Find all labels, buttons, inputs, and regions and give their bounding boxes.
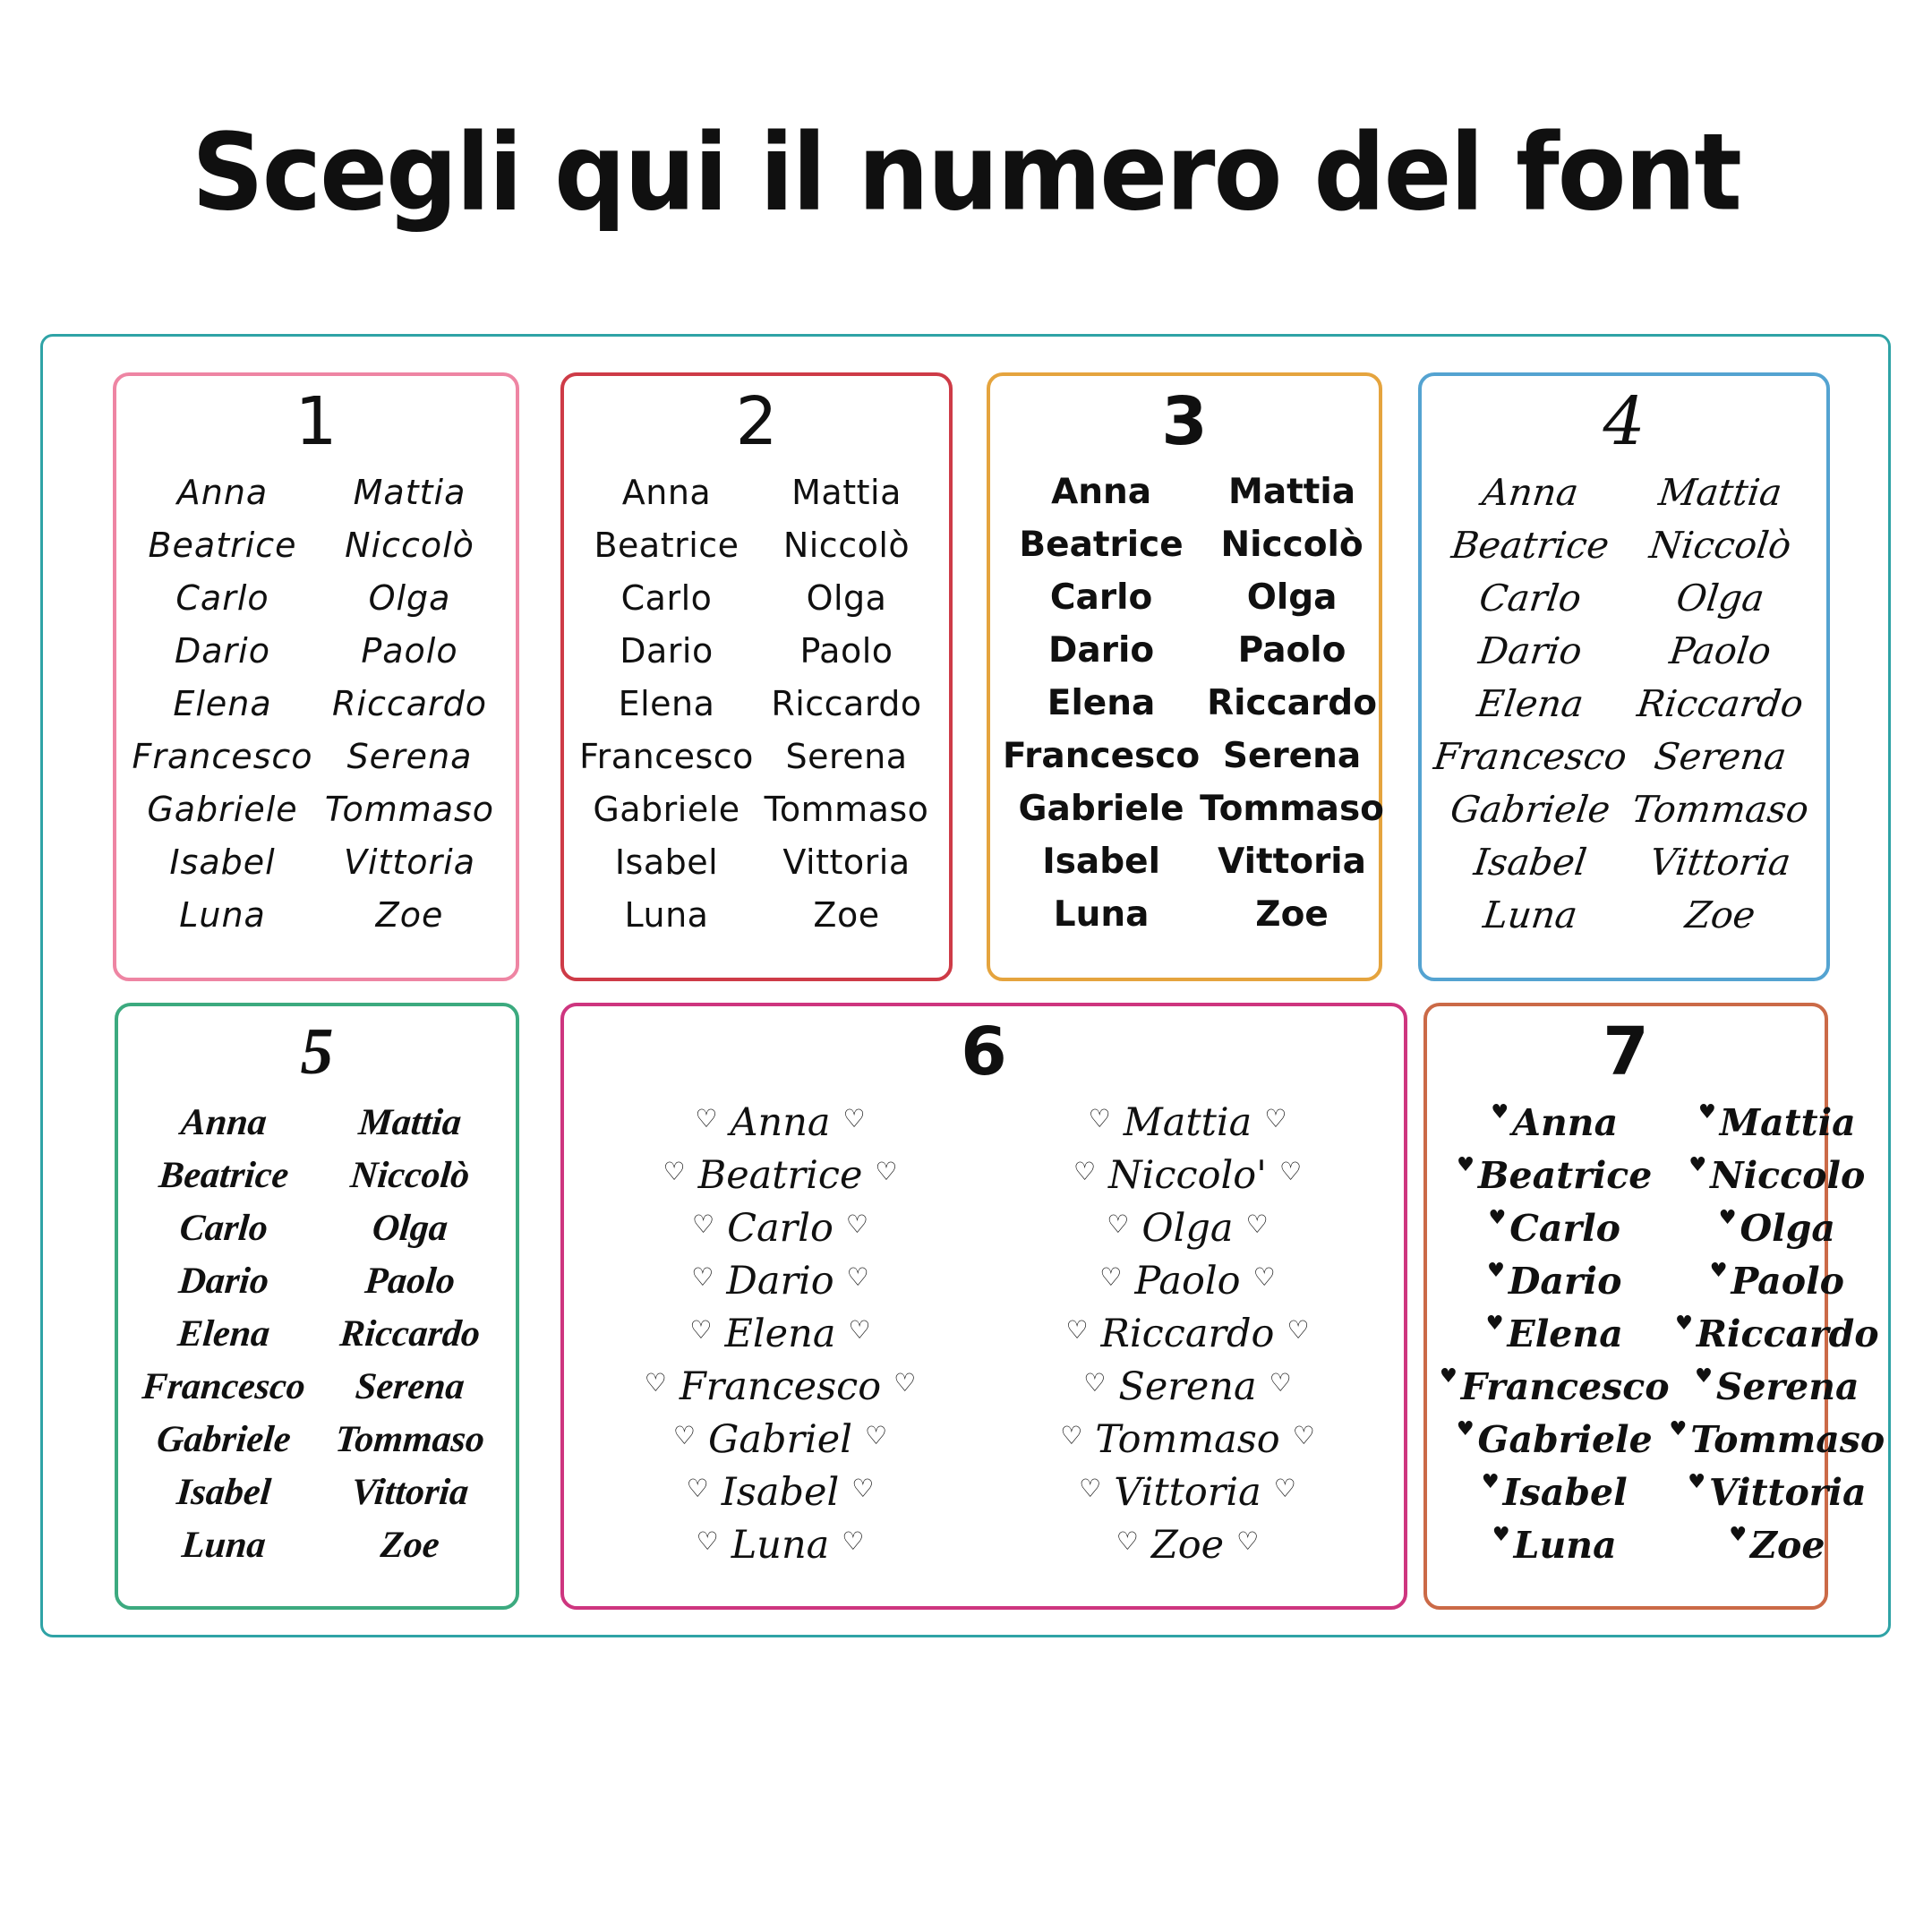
names-column-left	[577, 466, 757, 941]
font-sample-name: Riccardo	[771, 683, 922, 723]
font-sample-name: Elena	[175, 1312, 272, 1355]
font-option-5	[115, 1003, 519, 1610]
names-column-right	[757, 466, 936, 941]
font-sample-name: Dario	[620, 630, 714, 671]
font-sample-name: Anna	[179, 1101, 269, 1143]
font-option-1	[113, 372, 519, 981]
font-option-3	[987, 372, 1382, 981]
font-sample-name: ♥ Anna	[1491, 1099, 1619, 1144]
heart-icon: ♡	[1107, 1209, 1130, 1239]
font-sample-name: Zoe	[1255, 894, 1329, 935]
font-sample-name: Serena	[1651, 734, 1789, 778]
font-sample-name: Francesco	[132, 736, 313, 776]
names-column-left	[1003, 466, 1200, 941]
font-sample-name: ♡ Mattia ♡	[984, 1096, 1391, 1149]
heart-icon: ♥	[1492, 1522, 1510, 1546]
heart-icon: ♡	[865, 1420, 888, 1450]
font-sample-name: Mattia	[1228, 472, 1356, 512]
font-sample-name: Elena	[173, 683, 272, 723]
font-option-7	[1423, 1003, 1885, 1610]
font-sample-name: Beatrice	[1449, 523, 1611, 567]
font-sample-name: ♡ Paolo ♡	[984, 1254, 1391, 1307]
heart-icon: ♡	[1292, 1420, 1315, 1450]
font-sample-name: Tommaso	[324, 789, 495, 829]
font-sample-name: Zoe	[813, 894, 880, 935]
font-sample-name: Francesco	[1432, 734, 1629, 778]
names-columns	[564, 466, 949, 941]
names-column-left	[1440, 1096, 1670, 1571]
heart-icon: ♡	[1116, 1526, 1139, 1556]
font-sample-name: Vittoria	[343, 842, 476, 882]
font-sample-name: Beatrice	[1019, 525, 1184, 565]
names-column-left	[131, 1096, 317, 1571]
font-sample-name: Niccolò	[782, 525, 910, 565]
heart-icon: ♡	[1264, 1103, 1287, 1133]
names-columns	[990, 466, 1384, 941]
font-sample-name: ♥ Francesco	[1440, 1364, 1670, 1408]
font-sample-name: ♥ Vittoria	[1688, 1469, 1867, 1514]
font-sample-name: Zoe	[379, 1524, 441, 1566]
font-sample-name: Vittoria	[782, 842, 910, 882]
heart-icon: ♡	[875, 1156, 898, 1186]
heart-icon: ♥	[1709, 1258, 1728, 1282]
heart-icon: ♥	[1695, 1364, 1713, 1388]
font-sample-name: Mattia	[791, 472, 902, 512]
heart-icon: ♡	[1099, 1261, 1123, 1292]
font-sample-name: Tommaso	[764, 789, 929, 829]
font-sample-name: ♥ Isabel	[1481, 1469, 1628, 1514]
font-sample-name: ♥ Mattia	[1698, 1099, 1856, 1144]
font-sample-name: Paolo	[1667, 628, 1774, 672]
font-sample-name: Gabriele	[1448, 787, 1613, 831]
font-sample-name: Olga	[370, 1207, 450, 1249]
font-sample-name: Riccardo	[1207, 683, 1378, 723]
font-sample-name: Dario	[1476, 628, 1585, 672]
font-sample-name: ♥ Elena	[1485, 1311, 1623, 1355]
font-sample-name: ♥ Luna	[1492, 1522, 1617, 1567]
font-sample-name: Dario	[175, 630, 270, 671]
font-sample-name: ♡ Vittoria ♡	[984, 1466, 1391, 1518]
font-sample-name: Elena	[618, 683, 715, 723]
font-sample-name: ♥ Tommaso	[1669, 1416, 1885, 1461]
font-sample-name: Riccardo	[338, 1312, 483, 1355]
names-column-left	[1434, 466, 1627, 941]
font-sample-name: Elena	[1475, 681, 1586, 725]
font-sample-name: ♥ Zoe	[1729, 1522, 1825, 1567]
font-sample-name: Dario	[1048, 630, 1155, 671]
font-sample-name: Carlo	[1049, 577, 1153, 618]
heart-icon: ♡	[689, 1314, 713, 1345]
heart-icon: ♥	[1698, 1099, 1716, 1124]
names-column-right	[984, 1096, 1391, 1571]
font-sample-name: ♡ Tommaso ♡	[984, 1413, 1391, 1466]
font-sample-name: Niccolò	[1646, 523, 1794, 567]
names-column-left	[577, 1096, 984, 1571]
font-sample-name: Elena	[1047, 683, 1156, 723]
heart-icon: ♥	[1487, 1258, 1505, 1282]
names-column-right	[1627, 466, 1814, 941]
font-sample-name: Carlo	[620, 577, 713, 618]
heart-icon: ♡	[692, 1209, 715, 1239]
names-column-right	[1200, 466, 1384, 941]
font-sample-name: Carlo	[1476, 576, 1584, 620]
font-sample-name: ♡ Francesco ♡	[577, 1360, 984, 1413]
names-columns	[1422, 466, 1826, 941]
heart-icon: ♥	[1729, 1522, 1748, 1546]
heart-icon: ♡	[1236, 1526, 1260, 1556]
font-number-7: 7	[1603, 1013, 1649, 1090]
font-sample-name: Niccolò	[1220, 525, 1364, 565]
font-sample-name: Vittoria	[349, 1471, 471, 1513]
names-column-left	[129, 466, 316, 941]
heart-icon: ♥	[1481, 1469, 1500, 1493]
font-sample-name: Isabel	[175, 1471, 273, 1513]
font-sample-name: Isabel	[1042, 842, 1160, 882]
heart-icon: ♥	[1491, 1099, 1509, 1124]
font-sample-name: Niccolò	[345, 525, 474, 565]
font-sample-name: Serena	[346, 736, 473, 776]
font-sample-name: Gabriele	[593, 789, 740, 829]
font-sample-name: Paolo	[799, 630, 893, 671]
font-option-4	[1418, 372, 1830, 981]
heart-icon: ♡	[846, 1261, 869, 1292]
font-sample-name: Zoe	[375, 894, 444, 935]
font-sample-name: Mattia	[1655, 470, 1784, 514]
heart-icon: ♡	[672, 1420, 696, 1450]
font-sample-name: ♥ Riccardo	[1675, 1311, 1879, 1355]
font-sample-name: Gabriele	[1018, 789, 1184, 829]
font-sample-name: ♥ Gabriele	[1456, 1416, 1653, 1461]
heart-icon: ♡	[1245, 1209, 1269, 1239]
font-sample-name: ♥ Dario	[1487, 1258, 1622, 1303]
heart-icon: ♥	[1688, 1469, 1705, 1493]
font-sample-name: Tommaso	[1629, 787, 1811, 831]
font-sample-name: Serena	[1222, 736, 1362, 776]
heart-icon: ♡	[1278, 1156, 1303, 1186]
heart-icon: ♥	[1485, 1311, 1504, 1335]
font-sample-name: ♡ Niccolo' ♡	[984, 1149, 1391, 1201]
font-sample-name: Isabel	[169, 842, 276, 882]
heart-icon: ♡	[1088, 1103, 1111, 1133]
heart-icon: ♡	[851, 1473, 875, 1503]
heart-icon: ♡	[842, 1103, 866, 1133]
names-columns	[116, 466, 516, 941]
font-sample-name: ♡ Dario ♡	[577, 1254, 984, 1307]
heart-icon: ♡	[1287, 1314, 1310, 1345]
font-sample-name: Olga	[1246, 577, 1338, 618]
font-sample-name: Anna	[176, 472, 269, 512]
heart-icon: ♡	[842, 1526, 865, 1556]
font-sample-name: Vittoria	[1218, 842, 1366, 882]
font-sample-name: Paolo	[363, 1260, 457, 1302]
names-column-right	[1670, 1096, 1885, 1571]
font-option-2	[560, 372, 953, 981]
heart-icon: ♡	[893, 1367, 917, 1398]
heart-icon: ♡	[1273, 1473, 1296, 1503]
font-number-5: 5	[300, 1015, 334, 1089]
font-sample-name: ♥ Olga	[1718, 1205, 1835, 1250]
font-sample-name: ♡ Isabel ♡	[577, 1466, 984, 1518]
names-columns	[118, 1096, 516, 1571]
font-sample-name: ♡ Elena ♡	[577, 1307, 984, 1360]
heart-icon: ♡	[663, 1156, 686, 1186]
font-sample-name: Beatrice	[148, 525, 297, 565]
font-sample-name: ♡ Anna ♡	[577, 1096, 984, 1149]
heart-icon: ♡	[644, 1367, 667, 1398]
font-sample-name: ♡ Serena ♡	[984, 1360, 1391, 1413]
font-sample-name: Luna	[179, 894, 266, 935]
font-sample-name: Dario	[176, 1260, 271, 1302]
font-sample-name: Luna	[1053, 894, 1150, 935]
names-columns	[1427, 1096, 1885, 1571]
font-number-4: 4	[1603, 383, 1646, 460]
font-sample-name: ♥ Niccolo	[1688, 1152, 1866, 1197]
font-options-panel	[40, 334, 1891, 1637]
font-sample-name: ♥ Paolo	[1709, 1258, 1845, 1303]
heart-icon: ♡	[1083, 1367, 1107, 1398]
font-sample-name: Serena	[354, 1365, 466, 1407]
heart-icon: ♥	[1718, 1205, 1737, 1229]
heart-icon: ♡	[695, 1103, 718, 1133]
font-sample-name: Anna	[1051, 472, 1152, 512]
names-columns	[564, 1096, 1404, 1571]
heart-icon: ♡	[696, 1526, 719, 1556]
font-sample-name: ♡ Luna ♡	[577, 1518, 984, 1571]
font-sample-name: Carlo	[177, 1207, 270, 1249]
heart-icon: ♡	[1073, 1156, 1097, 1186]
font-sample-name: Zoe	[1682, 893, 1758, 936]
font-sample-name: ♥ Carlo	[1488, 1205, 1620, 1250]
names-column-right	[316, 466, 503, 941]
font-sample-name: Francesco	[140, 1365, 308, 1407]
font-sample-name: Francesco	[1003, 736, 1201, 776]
font-number-6: 6	[961, 1013, 1007, 1090]
font-sample-name: ♥ Beatrice	[1457, 1152, 1653, 1197]
font-sample-name: Luna	[624, 894, 709, 935]
font-sample-name: Vittoria	[1647, 840, 1793, 884]
heart-icon: ♡	[1252, 1261, 1276, 1292]
font-sample-name: Beatrice	[157, 1154, 291, 1196]
font-sample-name: Paolo	[361, 630, 458, 671]
heart-icon: ♡	[845, 1209, 868, 1239]
font-sample-name: Gabriele	[155, 1418, 293, 1460]
font-sample-name: Luna	[1481, 893, 1580, 936]
font-sample-name: Tommaso	[1200, 789, 1384, 829]
font-sample-name: Mattia	[353, 472, 466, 512]
font-sample-name: ♡ Zoe ♡	[984, 1518, 1391, 1571]
font-sample-name: Luna	[180, 1524, 268, 1566]
font-sample-name: Mattia	[356, 1101, 464, 1143]
font-sample-name: ♥ Serena	[1695, 1364, 1859, 1408]
heart-icon: ♡	[1060, 1420, 1083, 1450]
heart-icon: ♥	[1456, 1416, 1475, 1440]
heart-icon: ♡	[691, 1261, 714, 1292]
heart-icon: ♡	[1079, 1473, 1102, 1503]
font-number-2: 2	[735, 383, 778, 460]
heart-icon: ♡	[848, 1314, 871, 1345]
font-sample-name: Riccardo	[1635, 681, 1806, 725]
font-sample-name: Serena	[785, 736, 908, 776]
heart-icon: ♥	[1688, 1152, 1707, 1176]
font-sample-name: Carlo	[175, 577, 269, 618]
heart-icon: ♥	[1488, 1205, 1507, 1229]
font-number-1: 1	[295, 383, 338, 460]
font-sample-name: Olga	[368, 577, 451, 618]
heart-icon: ♡	[686, 1473, 709, 1503]
font-sample-name: Beatrice	[594, 525, 739, 565]
font-sample-name: ♡ Beatrice ♡	[577, 1149, 984, 1201]
page-title: Scegli qui il numero del font	[192, 111, 1740, 235]
font-sample-name: Anna	[621, 472, 712, 512]
font-sample-name: Francesco	[579, 736, 754, 776]
font-sample-name: Gabriele	[147, 789, 298, 829]
font-sample-name: Paolo	[1237, 630, 1346, 671]
font-sample-name: Isabel	[1471, 840, 1590, 884]
names-column-right	[317, 1096, 503, 1571]
heart-icon: ♥	[1440, 1364, 1458, 1388]
font-sample-name: Isabel	[614, 842, 719, 882]
font-sample-name: Anna	[1480, 470, 1581, 514]
font-sample-name: Tommaso	[333, 1418, 487, 1460]
heart-icon: ♥	[1457, 1152, 1475, 1176]
font-sample-name: Olga	[1673, 576, 1767, 620]
heart-icon: ♥	[1675, 1311, 1693, 1335]
font-option-6	[560, 1003, 1407, 1610]
font-sample-name: Niccolò	[348, 1154, 472, 1196]
font-sample-name: ♡ Carlo ♡	[577, 1201, 984, 1254]
heart-icon: ♡	[1269, 1367, 1292, 1398]
font-sample-name: ♡ Riccardo ♡	[984, 1307, 1391, 1360]
font-number-3: 3	[1161, 383, 1208, 460]
font-sample-name: ♡ Olga ♡	[984, 1201, 1391, 1254]
font-sample-name: Riccardo	[331, 683, 488, 723]
heart-icon: ♡	[1065, 1314, 1089, 1345]
heart-icon: ♥	[1669, 1416, 1688, 1440]
font-sample-name: ♡ Gabriel ♡	[577, 1413, 984, 1466]
font-sample-name: Olga	[806, 577, 887, 618]
